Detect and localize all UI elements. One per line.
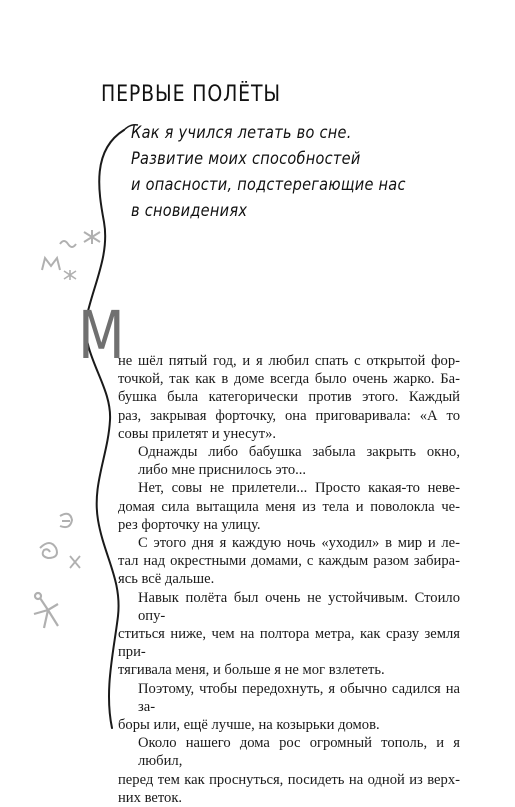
text-line: точкой, так как в доме всегда было очень жарко. Ба- xyxy=(118,371,460,388)
text-line: перед тем как проснуться, посидеть на одной из верх- xyxy=(118,771,460,788)
text-line: бушка была категорически против этого. Каждый xyxy=(118,389,460,406)
faded-glyph-tilde xyxy=(60,241,76,247)
drop-cap: М xyxy=(78,297,125,374)
subtitle-line: Как я учился летать во сне. xyxy=(131,123,352,142)
text-line: тал над окрестными домами, с каждым разом забира- xyxy=(118,553,460,570)
text-line: домая сила вытащила меня из тела и поволокла че- xyxy=(118,498,460,515)
faded-glyph-e xyxy=(60,514,72,527)
subtitle-line: Развитие моих способностей xyxy=(131,149,361,168)
subtitle-line: и опасности, подстерегающие нас xyxy=(131,175,406,194)
chapter-subtitle xyxy=(131,120,421,224)
text-line: не шёл пятый год, и я любил спать с открытой фор- xyxy=(118,353,460,369)
text-line: Около нашего дома рос огромный тополь, и я любил, xyxy=(138,735,460,770)
text-line: Однажды либо бабушка забыла закрыть окно, xyxy=(138,444,460,461)
text-line: ститься ниже, чем на полтора метра, как сразу земля при- xyxy=(118,626,460,661)
faded-glyph-figure xyxy=(34,593,58,628)
body-text xyxy=(118,352,460,807)
text-line: Нет, совы не прилетели... Просто какая-то неве- xyxy=(138,480,460,497)
faded-glyph-zhe-small xyxy=(64,270,76,280)
chapter-title: ПЕРВЫЕ ПОЛЁТЫ xyxy=(101,82,281,107)
text-line: либо мне приснилось это... xyxy=(138,462,307,479)
subtitle-line: в сновидениях xyxy=(131,201,248,220)
text-line: ясь всё дальше. xyxy=(118,571,215,588)
faded-glyph-m xyxy=(42,258,60,270)
faded-glyph-zhe xyxy=(84,230,100,244)
faded-glyph-h xyxy=(70,556,80,568)
text-line: тягивала меня, и больше я не мог взлететь. xyxy=(118,662,385,679)
text-line: Навык полёта был очень не устойчивым. Стоило опу- xyxy=(138,589,460,624)
faded-glyph-spiral xyxy=(40,543,57,558)
text-line: рез форточку на улицу. xyxy=(118,516,261,533)
text-line: С этого дня я каждую ночь «уходил» в мир и ле- xyxy=(138,535,460,552)
text-line: раз, закрывая форточку, она приговаривала: «А то xyxy=(118,407,460,424)
text-line: них веток. xyxy=(118,789,183,806)
text-line: Поэтому, чтобы передохнуть, я обычно садился на за- xyxy=(138,680,460,715)
text-line: совы прилетят и унесут». xyxy=(118,425,277,442)
text-line: боры или, ещё лучше, на козырьки домов. xyxy=(118,717,380,734)
